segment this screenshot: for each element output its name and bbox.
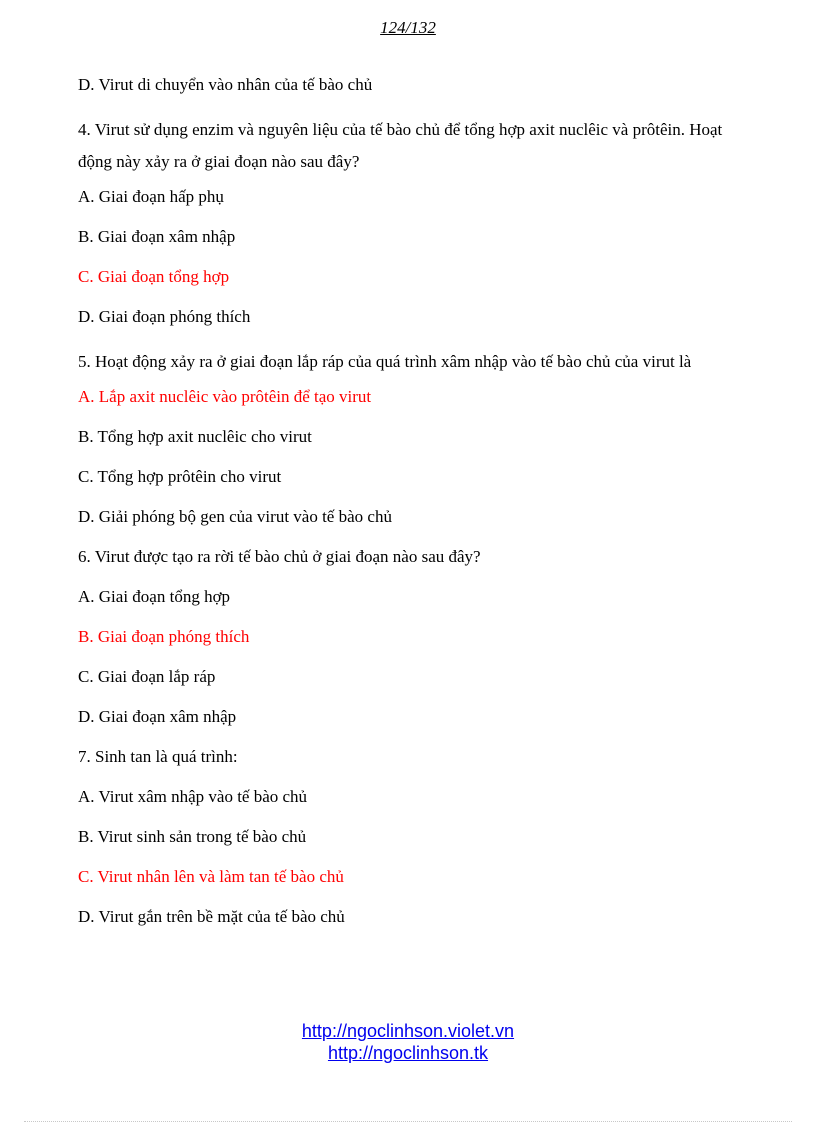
answer-option: C. Giai đoạn lắp ráp [78, 667, 216, 686]
page-number: 124/132 [380, 18, 436, 37]
answer-option: D. Giai đoạn xâm nhập [78, 707, 237, 726]
question-text: 7. Sinh tan là quá trình: [78, 747, 238, 766]
answer-option: A. Giai đoạn hấp phụ [78, 187, 224, 206]
question-text: 4. Virut sử dụng enzim và nguyên liệu của tế bào chủ để tổng hợp axit nuclêic và prôtêin. Hoạt động này xảy ra ở giai đoạn nào sau đây? [78, 120, 723, 171]
answer-option: C. Virut nhân lên và làm tan tế bào chủ [78, 867, 344, 886]
page-bottom-divider [24, 1121, 792, 1122]
answer-option: D. Giai đoạn phóng thích [78, 307, 251, 326]
footer-links [0, 1020, 816, 1064]
footer-link-tk[interactable]: http://ngoclinhson.tk [327, 1043, 489, 1063]
answer-option: B. Giai đoạn phóng thích [78, 627, 250, 646]
question-text: 6. Virut được tạo ra rời tế bào chủ ở giai đoạn nào sau đây? [78, 547, 481, 566]
footer-link-violet[interactable]: http://ngoclinhson.violet.vn [301, 1021, 515, 1041]
answer-option: C. Tổng hợp prôtêin cho virut [78, 467, 282, 486]
answer-option: C. Giai đoạn tổng hợp [78, 267, 230, 286]
answer-option: A. Virut xâm nhập vào tế bào chủ [78, 787, 308, 806]
answer-option: D. Virut gắn trên bề mặt của tế bào chủ [78, 907, 345, 926]
answer-option: B. Virut sinh sản trong tế bào chủ [78, 827, 307, 846]
answer-option: A. Giai đoạn tổng hợp [78, 587, 231, 606]
answer-option: D. Virut di chuyển vào nhân của tế bào chủ [78, 75, 373, 94]
document-body [78, 74, 728, 946]
answer-option: B. Tổng hợp axit nuclêic cho virut [78, 427, 312, 446]
answer-option: B. Giai đoạn xâm nhập [78, 227, 236, 246]
answer-option: A. Lắp axit nuclêic vào prôtêin để tạo virut [78, 387, 372, 406]
question-text: 5. Hoạt động xảy ra ở giai đoạn lắp ráp của quá trình xâm nhập vào tế bào chủ của virut là [78, 352, 692, 371]
answer-option: D. Giải phóng bộ gen của virut vào tế bào chủ [78, 507, 392, 526]
